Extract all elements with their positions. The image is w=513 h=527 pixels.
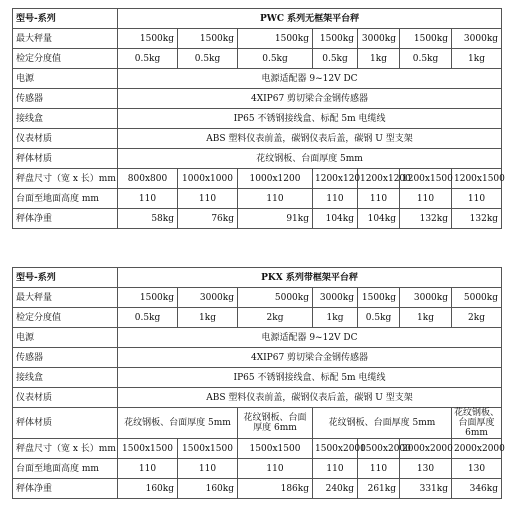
pwc-spec-table bbox=[12, 8, 505, 229]
table-cell: 800x800 bbox=[118, 169, 178, 189]
row-label: 电源 bbox=[13, 328, 118, 348]
table-row bbox=[13, 69, 502, 89]
table-cell: 3000kg bbox=[313, 288, 358, 308]
table-cell: 110 bbox=[238, 459, 313, 479]
table-cell: 0.5kg bbox=[313, 49, 358, 69]
table-row bbox=[13, 209, 502, 229]
row-label: 秤体材质 bbox=[13, 408, 118, 439]
table-row bbox=[13, 368, 502, 388]
row-label: 检定分度值 bbox=[13, 49, 118, 69]
table-cell: 110 bbox=[178, 189, 238, 209]
table-cell: 2kg bbox=[238, 308, 313, 328]
row-label: 秤体净重 bbox=[13, 479, 118, 499]
table-row bbox=[13, 49, 502, 69]
table-cell: 1500x1500 bbox=[178, 439, 238, 459]
table-cell: 104kg bbox=[358, 209, 400, 229]
table-cell: IP65 不锈钢接线盒、标配 5m 电缆线 bbox=[118, 109, 502, 129]
table-cell: 电源适配器 9~12V DC bbox=[118, 69, 502, 89]
table-cell: 0.5kg bbox=[358, 308, 400, 328]
table-cell: 1500kg bbox=[313, 29, 358, 49]
table-cell: 1kg bbox=[452, 49, 502, 69]
table-row bbox=[13, 268, 502, 288]
table-cell: 1kg bbox=[178, 308, 238, 328]
table-cell: 110 bbox=[400, 189, 452, 209]
table-cell: 2000x2000 bbox=[452, 439, 502, 459]
table-cell: 1kg bbox=[358, 49, 400, 69]
table-cell: 261kg bbox=[358, 479, 400, 499]
row-label: 最大秤量 bbox=[13, 288, 118, 308]
table-cell: 3000kg bbox=[178, 288, 238, 308]
table-cell: 1500x2000 bbox=[358, 439, 400, 459]
row-label: 接线盒 bbox=[13, 109, 118, 129]
table-cell: 4XIP67 剪切梁合金钢传感器 bbox=[118, 348, 502, 368]
table-row bbox=[13, 439, 502, 459]
table-cell: 花纹钢板、台面厚度 6mm bbox=[238, 408, 313, 439]
table-cell: 1kg bbox=[313, 308, 358, 328]
table-cell: 130 bbox=[400, 459, 452, 479]
table-cell: 花纹钢板、台面厚度 6mm bbox=[452, 408, 502, 439]
table-cell: 2000x2000 bbox=[400, 439, 452, 459]
table-cell: 花纹钢板、台面厚度 5mm bbox=[313, 408, 452, 439]
row-label: 秤盘尺寸（宽 x 长）mm bbox=[13, 439, 118, 459]
table-cell: 5000kg bbox=[238, 288, 313, 308]
table-cell: 346kg bbox=[452, 479, 502, 499]
table-row bbox=[13, 408, 502, 439]
row-label: 接线盒 bbox=[13, 368, 118, 388]
table-cell: 110 bbox=[178, 459, 238, 479]
table-row bbox=[13, 29, 502, 49]
table-cell: 110 bbox=[452, 189, 502, 209]
row-label: 检定分度值 bbox=[13, 308, 118, 328]
table-cell: 1500x2000 bbox=[313, 439, 358, 459]
table-cell: 76kg bbox=[178, 209, 238, 229]
table-cell: 132kg bbox=[452, 209, 502, 229]
table-cell: 1500kg bbox=[358, 288, 400, 308]
table-cell: 132kg bbox=[400, 209, 452, 229]
row-label: 仪表材质 bbox=[13, 388, 118, 408]
table-cell: 186kg bbox=[238, 479, 313, 499]
row-label: 传感器 bbox=[13, 89, 118, 109]
table-row bbox=[13, 348, 502, 368]
table-cell: 0.5kg bbox=[118, 308, 178, 328]
table-cell: 130 bbox=[452, 459, 502, 479]
row-label: 最大秤量 bbox=[13, 29, 118, 49]
table-cell: 104kg bbox=[313, 209, 358, 229]
table-row bbox=[13, 169, 502, 189]
table-row bbox=[13, 308, 502, 328]
table-row bbox=[13, 129, 502, 149]
table-cell: 110 bbox=[313, 189, 358, 209]
table-cell: 1500kg bbox=[118, 29, 178, 49]
table-title: PWC 系列无框架平台秤 bbox=[118, 9, 502, 29]
table-cell: 2kg bbox=[452, 308, 502, 328]
table-cell: ABS 塑料仪表前盖，碳钢仪表后盖，碳钢 U 型支架 bbox=[118, 129, 502, 149]
table-cell: 1000x1200 bbox=[238, 169, 313, 189]
table-cell: 110 bbox=[358, 459, 400, 479]
table-row bbox=[13, 89, 502, 109]
row-label: 台面至地面高度 mm bbox=[13, 189, 118, 209]
table-cell: 5000kg bbox=[452, 288, 502, 308]
table-cell: 3000kg bbox=[358, 29, 400, 49]
table-cell: 3000kg bbox=[452, 29, 502, 49]
table-cell: 0.5kg bbox=[238, 49, 313, 69]
table-cell: 331kg bbox=[400, 479, 452, 499]
row-label: 传感器 bbox=[13, 348, 118, 368]
table-cell: IP65 不锈钢接线盒、标配 5m 电缆线 bbox=[118, 368, 502, 388]
row-label: 仪表材质 bbox=[13, 129, 118, 149]
pkx-spec-table bbox=[12, 267, 505, 499]
row-label: 秤盘尺寸（宽 x 长）mm bbox=[13, 169, 118, 189]
table-cell: 1kg bbox=[400, 308, 452, 328]
table-cell: 1500x1500 bbox=[118, 439, 178, 459]
table-cell: 1500kg bbox=[238, 29, 313, 49]
table-cell: 91kg bbox=[238, 209, 313, 229]
table-cell: 160kg bbox=[118, 479, 178, 499]
table-cell: 110 bbox=[313, 459, 358, 479]
table-cell: 0.5kg bbox=[118, 49, 178, 69]
table-row bbox=[13, 479, 502, 499]
row-label: 秤体净重 bbox=[13, 209, 118, 229]
table-cell: 110 bbox=[118, 189, 178, 209]
header-label: 型号-系列 bbox=[13, 9, 118, 29]
table-cell: 110 bbox=[358, 189, 400, 209]
table-cell: 4XIP67 剪切梁合金钢传感器 bbox=[118, 89, 502, 109]
table-row bbox=[13, 388, 502, 408]
table-cell: 110 bbox=[118, 459, 178, 479]
table-cell: 1000x1000 bbox=[178, 169, 238, 189]
table-cell: 1200x1500 bbox=[452, 169, 502, 189]
table-row bbox=[13, 9, 502, 29]
table-cell: 1500x1500 bbox=[238, 439, 313, 459]
table-cell: 58kg bbox=[118, 209, 178, 229]
table-cell: 0.5kg bbox=[178, 49, 238, 69]
table-row bbox=[13, 328, 502, 348]
row-label: 电源 bbox=[13, 69, 118, 89]
table-cell: 花纹钢板、台面厚度 5mm bbox=[118, 149, 502, 169]
table-row bbox=[13, 109, 502, 129]
row-label: 秤体材质 bbox=[13, 149, 118, 169]
table-cell: 0.5kg bbox=[400, 49, 452, 69]
table-cell: ABS 塑料仪表前盖，碳钢仪表后盖，碳钢 U 型支架 bbox=[118, 388, 502, 408]
table-cell: 3000kg bbox=[400, 288, 452, 308]
table-cell: 1500kg bbox=[118, 288, 178, 308]
table-row bbox=[13, 288, 502, 308]
table-cell: 花纹钢板、台面厚度 5mm bbox=[118, 408, 238, 439]
table-row bbox=[13, 459, 502, 479]
table-title: PKX 系列带框架平台秤 bbox=[118, 268, 502, 288]
table-cell: 1200x1500 bbox=[400, 169, 452, 189]
table-cell: 1200x1200 bbox=[358, 169, 400, 189]
table-cell: 240kg bbox=[313, 479, 358, 499]
table-cell: 1500kg bbox=[178, 29, 238, 49]
table-cell: 160kg bbox=[178, 479, 238, 499]
table-cell: 电源适配器 9~12V DC bbox=[118, 328, 502, 348]
table-cell: 1500kg bbox=[400, 29, 452, 49]
header-label: 型号-系列 bbox=[13, 268, 118, 288]
table-row bbox=[13, 149, 502, 169]
table-cell: 1200x120 bbox=[313, 169, 358, 189]
table-cell: 110 bbox=[238, 189, 313, 209]
table-row bbox=[13, 189, 502, 209]
row-label: 台面至地面高度 mm bbox=[13, 459, 118, 479]
